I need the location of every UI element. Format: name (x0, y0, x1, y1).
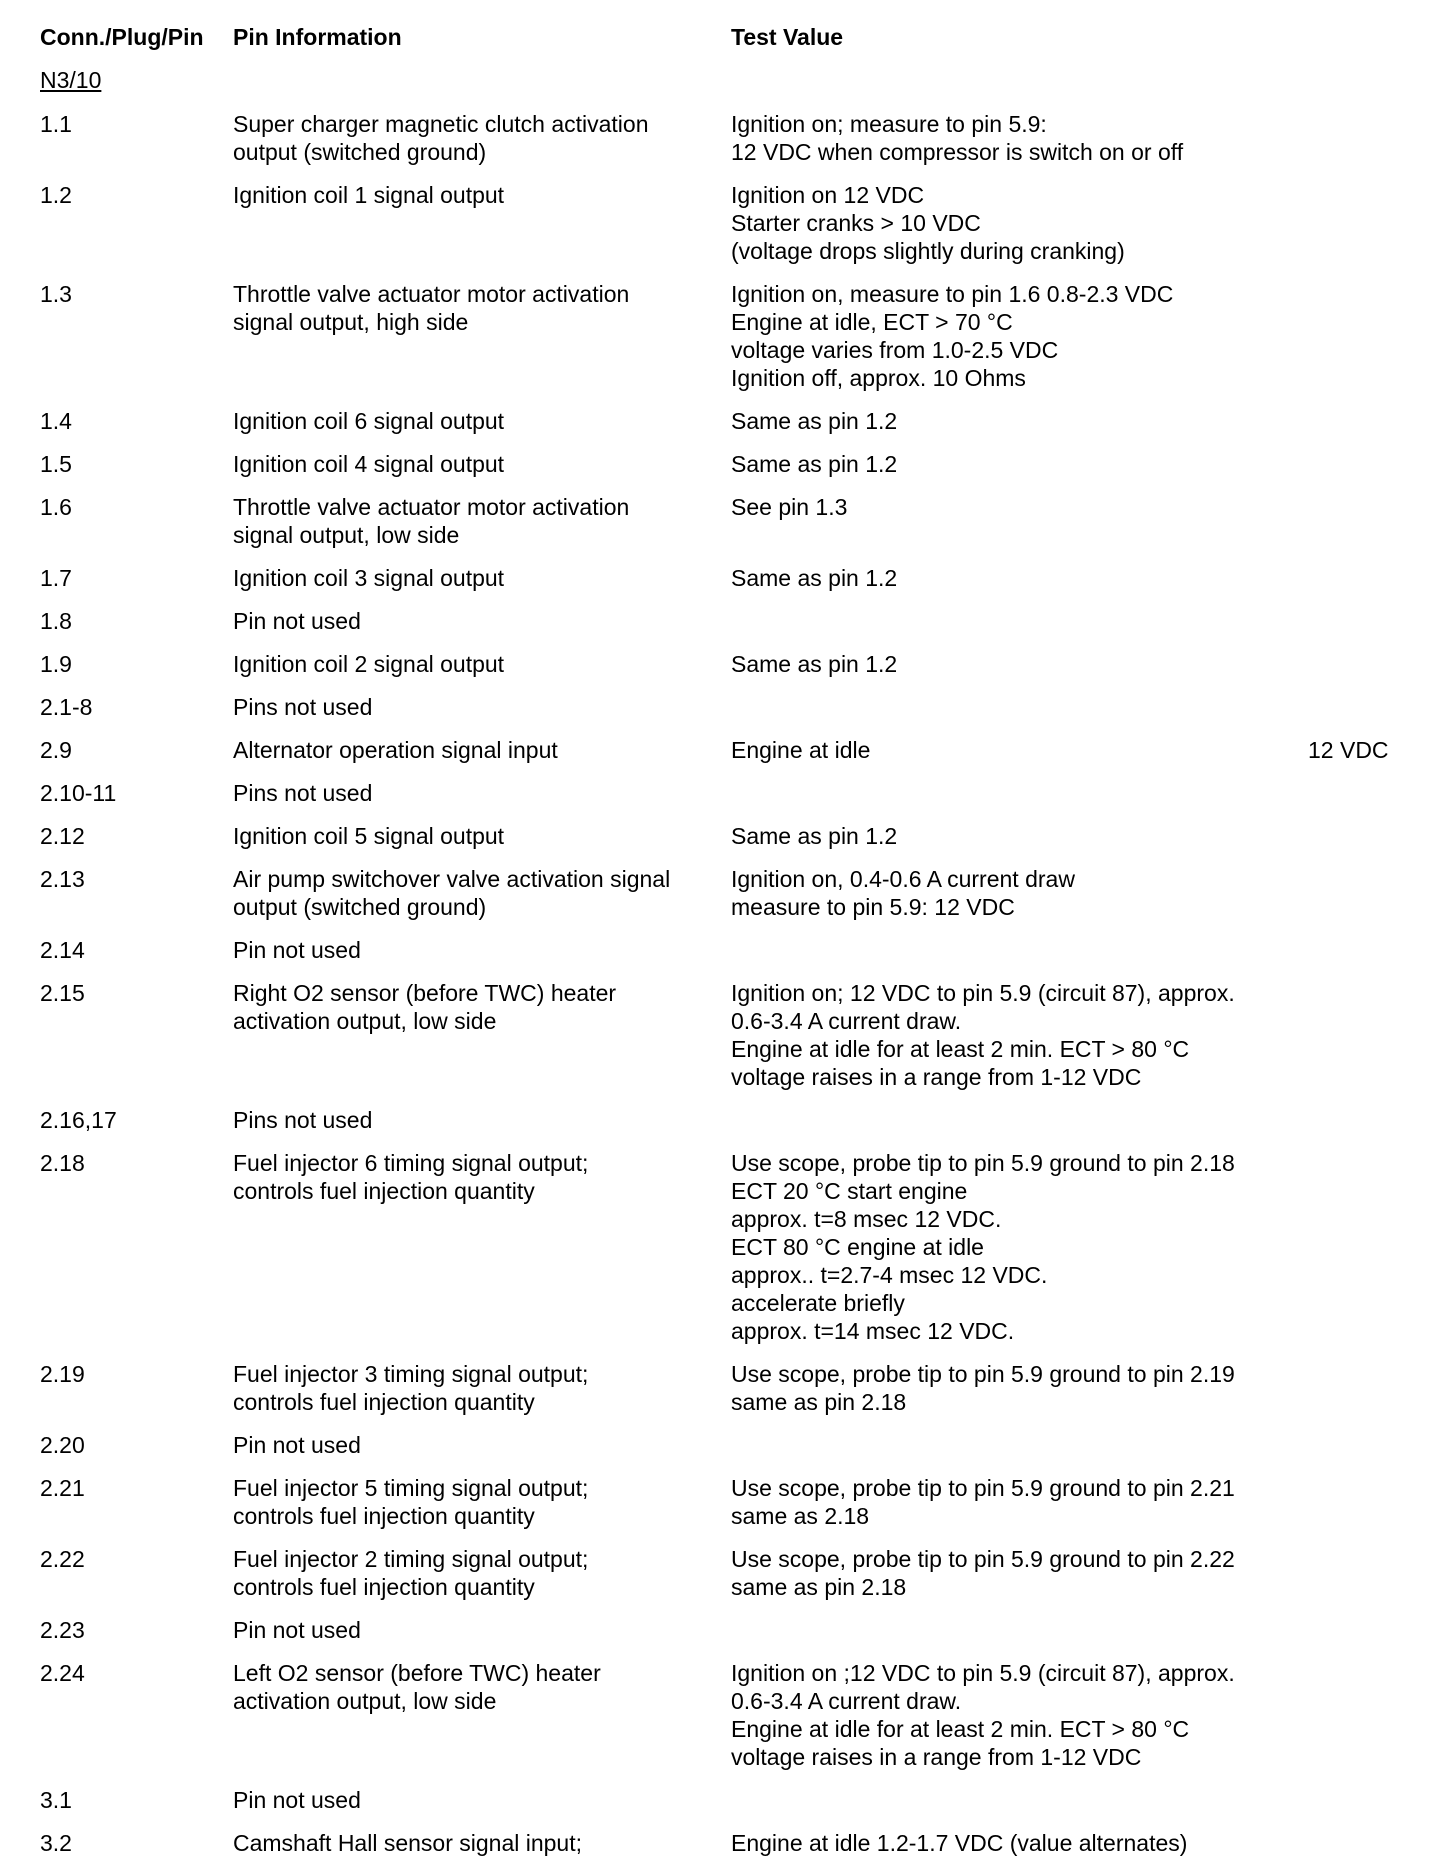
pin-information (233, 280, 713, 336)
pin-number: 2.1-8 (40, 694, 93, 720)
test-value-line: 0.6-3.4 A current draw. (731, 1008, 962, 1034)
pin-number: 2.13 (40, 866, 85, 892)
pin-number: 2.16,17 (40, 1107, 117, 1133)
test-value-line: Same as pin 1.2 (731, 451, 898, 477)
pin-information (233, 1360, 713, 1416)
test-value-line: Ignition on 12 VDC (731, 182, 925, 208)
pin-number: 2.22 (40, 1546, 85, 1572)
pin-information-line: Ignition coil 5 signal output (233, 823, 505, 849)
pin-information-line: Right O2 sensor (before TWC) heater (233, 980, 617, 1006)
test-value-extra: 12 VDC (1308, 737, 1389, 763)
pin-information (233, 493, 713, 549)
table-row (40, 407, 1420, 435)
header-conn-plug-pin: Conn./Plug/Pin (40, 24, 204, 50)
pin-information-line: Super charger magnetic clutch activation (233, 111, 649, 137)
test-value (731, 1474, 1291, 1530)
table-row (40, 1360, 1420, 1416)
pin-information-line: signal output, low side (233, 522, 460, 548)
pin-information-line: Air pump switchover valve activation signal (233, 866, 671, 892)
pin-information (233, 450, 713, 478)
pin-information-line: Pins not used (233, 1107, 373, 1133)
test-value-line: Same as pin 1.2 (731, 565, 898, 591)
pin-information-line: Alternator operation signal input (233, 737, 558, 763)
test-value-line: same as 2.18 (731, 1503, 870, 1529)
test-value-line: approx. t=14 msec 12 VDC. (731, 1318, 1015, 1344)
test-value (731, 1545, 1291, 1601)
table-row (40, 1431, 1420, 1459)
test-value (731, 493, 1291, 521)
test-value-line: Same as pin 1.2 (731, 408, 898, 434)
pin-information (233, 1149, 713, 1205)
pin-information (233, 110, 713, 166)
test-value (731, 181, 1291, 265)
test-value-line: Use scope, probe tip to pin 5.9 ground to pin 2.21 (731, 1475, 1235, 1501)
table-row (40, 822, 1420, 850)
table-row (40, 607, 1420, 635)
table-row (40, 1829, 1420, 1857)
test-value (731, 280, 1291, 392)
pin-information-line: Pin not used (233, 1432, 361, 1458)
pin-number: 1.1 (40, 111, 72, 137)
pin-information-line: Fuel injector 3 timing signal output; (233, 1361, 589, 1387)
pin-information-line: Ignition coil 1 signal output (233, 182, 505, 208)
test-value-line: 0.6-3.4 A current draw. (731, 1688, 962, 1714)
table-row (40, 1545, 1420, 1601)
table-row (40, 1616, 1420, 1644)
pin-information (233, 407, 713, 435)
table-row (40, 1659, 1420, 1771)
pin-information (233, 181, 713, 209)
table-row (40, 865, 1420, 921)
pin-information-line: controls fuel injection quantity (233, 1503, 535, 1529)
pin-information-line: Fuel injector 5 timing signal output; (233, 1475, 589, 1501)
pin-information-line: Pins not used (233, 780, 373, 806)
test-value-line: Engine at idle (731, 737, 871, 763)
test-value (731, 450, 1291, 478)
pin-information-line: Fuel injector 6 timing signal output; (233, 1150, 589, 1176)
pin-information (233, 1659, 713, 1715)
test-value (731, 1360, 1291, 1416)
pin-information (233, 1474, 713, 1530)
pin-number: 2.12 (40, 823, 85, 849)
test-value-line: Same as pin 1.2 (731, 651, 898, 677)
table-row (40, 936, 1420, 964)
table-row (40, 1106, 1420, 1134)
pin-information (233, 564, 713, 592)
pin-information (233, 779, 713, 807)
test-value-line: ECT 80 °C engine at idle (731, 1234, 984, 1260)
test-value-line: Ignition on; 12 VDC to pin 5.9 (circuit 87), approx. (731, 980, 1235, 1006)
test-value-line: voltage varies from 1.0-2.5 VDC (731, 337, 1059, 363)
test-value (731, 110, 1291, 166)
pin-information (233, 650, 713, 678)
pin-information-line: Ignition coil 4 signal output (233, 451, 505, 477)
pin-number: 2.21 (40, 1475, 85, 1501)
pin-information (233, 1786, 713, 1814)
pin-information (233, 607, 713, 635)
pin-number: 2.9 (40, 737, 72, 763)
pin-number: 1.2 (40, 182, 72, 208)
test-value-line: Use scope, probe tip to pin 5.9 ground to pin 2.22 (731, 1546, 1235, 1572)
table-row (40, 280, 1420, 392)
pin-information-line: controls fuel injection quantity (233, 1178, 535, 1204)
pin-information-line: Ignition coil 3 signal output (233, 565, 505, 591)
header-test-value: Test Value (731, 24, 844, 50)
test-value-line: voltage raises in a range from 1-12 VDC (731, 1064, 1142, 1090)
pin-information-line: Pin not used (233, 608, 361, 634)
table-row (40, 650, 1420, 678)
test-value (731, 736, 1291, 764)
pin-information-line: Pin not used (233, 1787, 361, 1813)
test-value-line: Ignition on; measure to pin 5.9: (731, 111, 1047, 137)
table-row (40, 110, 1420, 166)
pin-information-line: Throttle valve actuator motor activation (233, 281, 630, 307)
test-value-line: Same as pin 1.2 (731, 823, 898, 849)
pin-number: 3.2 (40, 1830, 72, 1856)
pin-information-line: signal output, high side (233, 309, 469, 335)
test-value (731, 865, 1291, 921)
table-row (40, 1786, 1420, 1814)
table-row (40, 693, 1420, 721)
pin-information (233, 1431, 713, 1459)
test-value-line: Use scope, probe tip to pin 5.9 ground to pin 2.18 (731, 1150, 1235, 1176)
test-value-line: ECT 20 °C start engine (731, 1178, 968, 1204)
test-value-line: Ignition on, 0.4-0.6 A current draw (731, 866, 1075, 892)
test-value-line: Ignition on, measure to pin 1.6 0.8-2.3 VDC (731, 281, 1174, 307)
test-value-line: measure to pin 5.9: 12 VDC (731, 894, 1015, 920)
table-header (40, 24, 1420, 54)
test-value-line: Starter cranks > 10 VDC (731, 210, 981, 236)
test-value (731, 1659, 1291, 1771)
test-value (731, 979, 1291, 1091)
pin-number: 2.14 (40, 937, 85, 963)
pin-information (233, 979, 713, 1035)
pin-information-line: Throttle valve actuator motor activation (233, 494, 630, 520)
test-value-line: Ignition off, approx. 10 Ohms (731, 365, 1026, 391)
pin-information (233, 693, 713, 721)
pin-information (233, 1829, 713, 1857)
test-value-line: voltage raises in a range from 1-12 VDC (731, 1744, 1142, 1770)
test-value-line: (voltage drops slightly during cranking) (731, 238, 1125, 264)
pin-information-line: activation output, low side (233, 1688, 497, 1714)
pin-number: 1.3 (40, 281, 72, 307)
pin-information-line: Camshaft Hall sensor signal input; (233, 1830, 582, 1856)
test-value-line: approx.. t=2.7-4 msec 12 VDC. (731, 1262, 1048, 1288)
table-row (40, 1474, 1420, 1530)
pin-information (233, 865, 713, 921)
table-row (40, 493, 1420, 549)
table-row (40, 564, 1420, 592)
test-value-line: Engine at idle for at least 2 min. ECT > 80 °C (731, 1036, 1190, 1062)
pin-number: 2.10-11 (40, 780, 117, 806)
pin-number: 1.6 (40, 494, 72, 520)
pin-number: 2.20 (40, 1432, 85, 1458)
table-row (40, 736, 1420, 764)
pin-number: 1.5 (40, 451, 72, 477)
table-row (40, 979, 1420, 1091)
pin-number: 2.19 (40, 1361, 85, 1387)
pin-table (40, 110, 1420, 1872)
test-value-line: Ignition on ;12 VDC to pin 5.9 (circuit 87), approx. (731, 1660, 1235, 1686)
pin-number: 2.18 (40, 1150, 85, 1176)
test-value-line: same as pin 2.18 (731, 1574, 907, 1600)
header-pin-information: Pin Information (233, 24, 402, 50)
pin-number: 1.9 (40, 651, 72, 677)
table-row (40, 450, 1420, 478)
pin-number: 2.24 (40, 1660, 85, 1686)
pin-information-line: activation output, low side (233, 1008, 497, 1034)
pin-information-line: output (switched ground) (233, 894, 487, 920)
table-row (40, 779, 1420, 807)
pin-number: 1.8 (40, 608, 72, 634)
pin-information-line: Ignition coil 2 signal output (233, 651, 505, 677)
pin-information-line: Ignition coil 6 signal output (233, 408, 505, 434)
connector-label: N3/10 (40, 67, 102, 93)
pin-number: 1.4 (40, 408, 72, 434)
pin-information-line: output (switched ground) (233, 139, 487, 165)
test-value (731, 407, 1291, 435)
test-value-line: Engine at idle for at least 2 min. ECT > 80 °C (731, 1716, 1190, 1742)
pin-information (233, 936, 713, 964)
test-value (731, 564, 1291, 592)
pin-number: 1.7 (40, 565, 72, 591)
test-value-line: accelerate briefly (731, 1290, 905, 1316)
test-value-line: Use scope, probe tip to pin 5.9 ground to pin 2.19 (731, 1361, 1235, 1387)
test-value-line: same as pin 2.18 (731, 1389, 907, 1415)
pin-information-line: Pins not used (233, 694, 373, 720)
test-value (731, 1829, 1291, 1857)
pin-information (233, 736, 713, 764)
table-row (40, 1149, 1420, 1345)
pin-information (233, 1616, 713, 1644)
pin-information-line: Left O2 sensor (before TWC) heater (233, 1660, 601, 1686)
test-value-line: See pin 1.3 (731, 494, 848, 520)
pin-information-line: controls fuel injection quantity (233, 1389, 535, 1415)
test-value-line: 12 VDC when compressor is switch on or off (731, 139, 1184, 165)
pin-information-line: Fuel injector 2 timing signal output; (233, 1546, 589, 1572)
pin-information-line: Pin not used (233, 937, 361, 963)
pin-information-line: Pin not used (233, 1617, 361, 1643)
test-value-line: Engine at idle 1.2-1.7 VDC (value alternates) (731, 1830, 1188, 1856)
test-value-line: Engine at idle, ECT > 70 °C (731, 309, 1013, 335)
test-value (731, 650, 1291, 678)
test-value-line: approx. t=8 msec 12 VDC. (731, 1206, 1002, 1232)
pin-number: 2.15 (40, 980, 85, 1006)
pin-information (233, 822, 713, 850)
test-value (731, 1149, 1291, 1345)
pin-number: 2.23 (40, 1617, 85, 1643)
table-row (40, 181, 1420, 265)
pin-information-line: controls fuel injection quantity (233, 1574, 535, 1600)
test-value (731, 822, 1291, 850)
pin-information (233, 1106, 713, 1134)
pin-number: 3.1 (40, 1787, 72, 1813)
pin-information (233, 1545, 713, 1601)
